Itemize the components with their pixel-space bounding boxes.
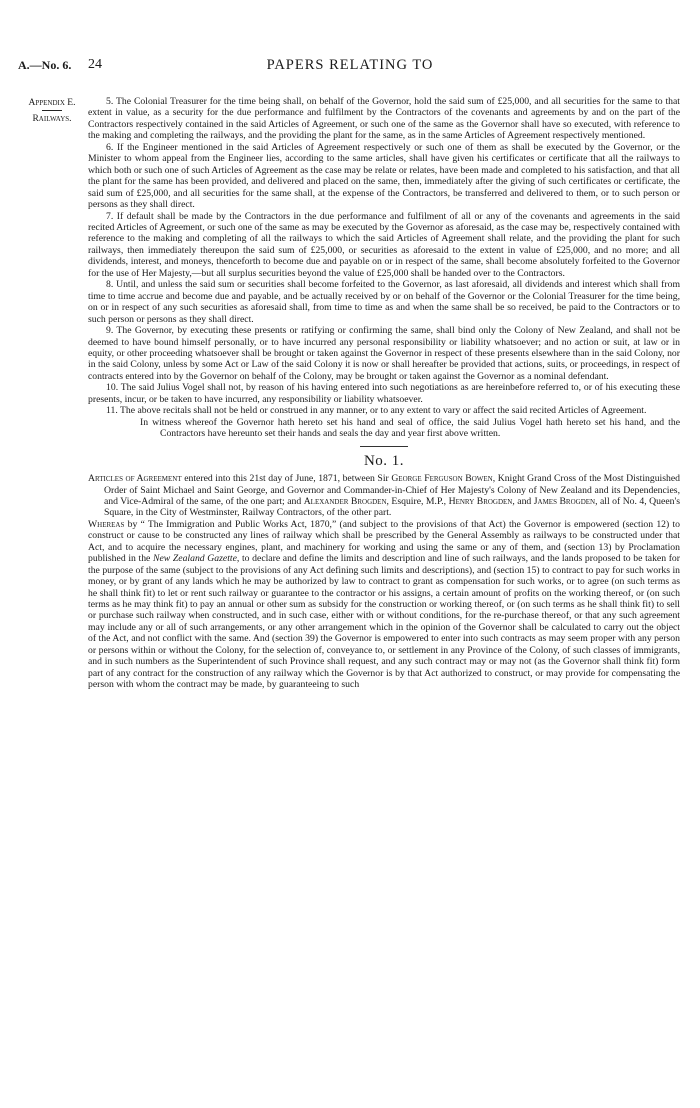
- document-body: [88, 96, 680, 691]
- gazette-title: New Zealand Gazette: [153, 553, 237, 565]
- clause-10: 10. The said Julius Vogel shall not, by reason of his having entered into such negotiations as are hereinbefore referred to, or of his executing these presents, incur, or be taken to have incurred, any responsibility or liability whatsoever.: [88, 382, 680, 405]
- articles-lead: Articles of Agreement: [88, 473, 182, 485]
- clause-8: 8. Until, and unless the said sum or securities shall become forfeited to the Governor, as last aforesaid, all dividends and interest which shall from time to time accrue and become due and payable, and be actually received by or on behalf of the Governor or the Colonial Treasurer for the time being, on or in respect of any such securities as aforesaid shall, from time to time as and when the same shall be so received, be paid to the Contractors or to such person or persons as they shall direct.: [88, 279, 680, 325]
- whereas-lead: Whereas: [88, 518, 125, 530]
- margin-appendix: Appendix E.: [28, 98, 76, 108]
- margin-note: [18, 98, 86, 124]
- document-reference: A.—No. 6.: [18, 58, 72, 72]
- margin-section: Railways.: [32, 114, 72, 124]
- clause-5: 5. The Colonial Treasurer for the time being shall, on behalf of the Governor, hold the said sum of £25,000, and all securities for the same to that extent in value, as a security for the due performance and fulfilment by the Contractors of the covenants and agreements by and on the part of the Contractors respectively contained in the said Articles of Agreement, or such one of the same as the Governor shall have so executed, with reference to the making and completing the railways, and the providing the plant for the same, as in the same Articles of Agreement respectively mentioned.: [88, 96, 680, 142]
- section-divider: [360, 446, 408, 447]
- party-name-james: James Brogden: [533, 495, 596, 507]
- page-header: [18, 58, 682, 78]
- clause-9: 9. The Governor, by executing these presents or ratifying or confirming the same, shall bind only the Colony of New Zealand, and shall not be deemed to have bound himself personally, or to have incurred any personal responsibility or liability whatsoever; and no action or suit, at law or in equity, or other proceeding whatsoever shall be brought or taken against the Governor in respect of these presents elsewhere than in the said Colony, nor in the said Colony, unless by some Act or Law of the said Colony it is now or shall hereafter be provided that actions, suits, or proceedings, in respect of contracts entered into by the Governor on behalf of the Colony, may be brought or taken against the Governor as a nominal defendant.: [88, 325, 680, 382]
- articles-text-1: entered into this 21st day of June, 1871, between Sir: [181, 473, 392, 485]
- page-title: PAPERS RELATING TO: [266, 57, 434, 73]
- witness-clause: In witness whereof the Governor hath hereto set his hand and seal of office, the said Julius Vogel hath hereto set his hand, and the Contractors have hereunto set their hands and seals the day and year first above written.: [140, 416, 680, 440]
- articles-text-5: , all of No. 4, Queen's Square, in the City of Westminster, Railway Contractors, of the other part.: [104, 495, 680, 519]
- party-name-alexander: Alexander Brogden: [303, 495, 387, 507]
- whereas-text-2: , to declare and define the limits and description and line of such railways, and the lands proposed to be taken for the purpose of the same (subject to the provisions of any Act defining such limits and descriptions), and (section 15) to contract to pay for such works in money, or by grant of any lands which he may be authorized by law to contract to grant as compensation for such works, or to agree (on such terms as he shall think fit) to let or rent such railway or guarantee to the contractor or his assigns, a certain amount of profits on the working thereof, or (on such terms as he may think fit) to pay an annual or other sum as subsidy for the construction or working thereof, or (on such terms as he shall think fit) to sell or purchase such railway when constructed, and in such case, either with or without conditions, for the re-purchase thereof, or that any such agreement may include any or all of such arrangements, or any other arrangement which in the opinion of the Governor shall be calculated to carry out the object of the Act, and not conflict with the same. And (section 39) the Governor is empowered to enter into such contracts as may seem proper with any person or persons within or without the Colony, for the selection of, conveyance to, or settlement in any Province of the Colony, of such classes of immigrants, and in such numbers as the Superintendent of such Province shall request, and any such contract may or may not (as the Governor shall think fit) form part of any contract for the construction of any railway which the Governor is by that Act authorized to construct, or may provide for compensating the person with whom the contract may be made, by guaranteeing to such: [88, 553, 681, 691]
- party-name-governor: George Ferguson Bowen: [391, 473, 493, 485]
- page-number: 24: [88, 57, 102, 72]
- articles-text-4: , and: [512, 495, 534, 507]
- party-name-henry: Henry Brogden: [448, 495, 513, 507]
- whereas-text-1: by “ The Immigration and Public Works Act, 1870,” (and subject to the provisions of that Act) the Governor is empowered (section 12) to construct or cause to be constructed any lines of railway which shall be prescribed by the General Assembly as railways to be constructed under that Act, and to acquire the necessary engines, plant, and machinery for working and using the same or any of them, and (section 13) by Proclamation published in the: [88, 518, 680, 565]
- articles-text-3: , Esquire, M.P.,: [386, 495, 449, 507]
- section-heading: No. 1.: [363, 452, 405, 469]
- articles-text-2: , Knight Grand Cross of the Most Distinguished Order of Saint Michael and Saint George, and Governor and Commander-in-Chief of Her Majesty's Colony of New Zealand and its Dependencies, and Vice-Admiral of the same, of the one part; and: [104, 473, 680, 507]
- margin-divider: [42, 110, 62, 111]
- clause-6: 6. If the Engineer mentioned in the said Articles of Agreement respectively or such one of them as shall be executed by the Governor, or the Minister to whom appeal from the Engineer lies, according to the same articles, shall have given his certificates or certificate that all the railways to which both or such one of such Articles of Agreement as the case may be relate or relates, have been made and completed to his satisfaction, and that all the plant for the same has been provided, and delivered and placed on the same, then, immediately after the giving of such certificates or certificate, the said sum of £25,000, and all securities for the same shall, at the expense of the Contractors, be transferred and delivered to them, or to such person or persons as they shall direct.: [88, 141, 680, 211]
- clause-11: 11. The above recitals shall not be held or construed in any manner, or to any extent to vary or affect the said recited Articles of Agreement.: [106, 405, 647, 417]
- articles-of-agreement: [88, 473, 680, 519]
- whereas-clause: [88, 519, 680, 691]
- clause-7: 7. If default shall be made by the Contractors in the due performance and fulfilment of all or any of the covenants and agreements in the said recited Articles of Agreement, or such one of the same as may be executed by the Governor as aforesaid, as the case may be, respectively contained with reference to the making and completing of all the railways to which the said Articles of Agreement shall relate, and the providing the plant for such railways, then immediately thereupon the said sum of £25,000, or securities as aforesaid to the extent in value of £25,000, and no more; and all dividends, interest, and moneys, thenceforth to become due and payable on or in respect of the same, shall become absolutely forfeited to the Governor for the use of Her Majesty,—but all surplus securities beyond the value of £25,000 shall be handed over to the Contractors.: [88, 210, 680, 279]
